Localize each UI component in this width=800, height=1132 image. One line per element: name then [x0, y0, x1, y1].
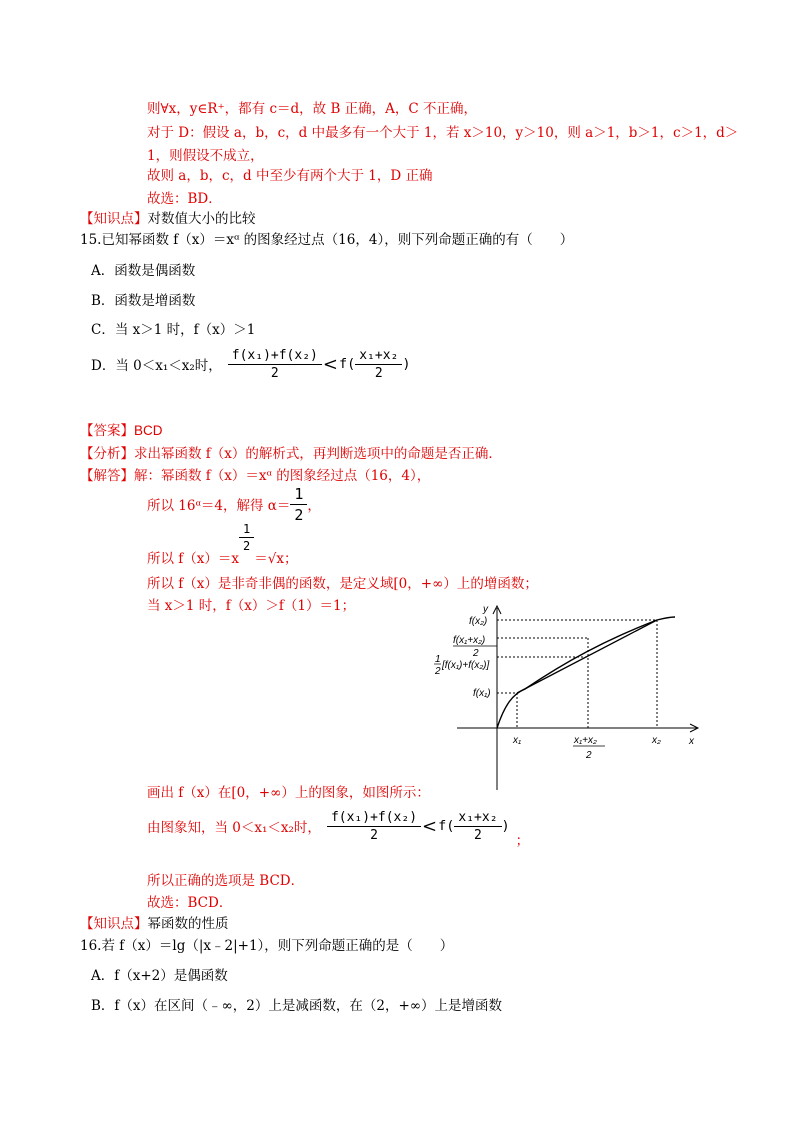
- f-close: ): [402, 356, 411, 372]
- answer-text: BCD: [134, 423, 163, 438]
- frac-denominator: 2: [294, 505, 304, 524]
- prev-line-5: 故选：BD．: [147, 191, 222, 207]
- q15-step-4: 当 x＞1 时，f（x）＞f（1）＝1；: [147, 598, 356, 614]
- step-6-frac-right: [454, 810, 501, 843]
- f-close: ): [501, 818, 510, 834]
- prev-line-3: 1，则假设不成立，: [147, 148, 264, 164]
- exponent-frac: [239, 522, 254, 553]
- fx2-label: f(x₂): [469, 616, 488, 627]
- step-6-frac-left: [327, 810, 421, 843]
- avg-label-num: 1: [435, 654, 441, 665]
- answer-tag: 【答案】: [80, 423, 134, 439]
- y-axis-label: y: [483, 604, 488, 615]
- fmid-label-num: f(x₁+x₂): [453, 635, 486, 646]
- frac-denominator: 2: [243, 539, 251, 553]
- q15-solution: [80, 464, 430, 484]
- step-1-suffix: ，: [307, 498, 321, 514]
- frac-denominator: 2: [270, 365, 279, 381]
- q16-option-a: A．f（x+2）是偶函数: [91, 968, 228, 984]
- solution-tag: 【解答】: [80, 468, 134, 484]
- knowledge-text: 幂函数的性质: [147, 916, 229, 932]
- q15-step-6: [147, 803, 529, 849]
- q15-d-frac-left: [228, 348, 322, 381]
- frac-numerator: x₁+x₂: [355, 348, 402, 365]
- prev-line-4: 故则 a，b，c，d 中至少有两个大于 1，D 正确: [147, 168, 433, 184]
- step-2-text: 所以 f（x）＝x: [147, 551, 240, 567]
- step-2-suffix: ＝√x；: [254, 551, 298, 567]
- q16-stem: 16.若 f（x）＝lg（|x﹣2|+1），则下列命题正确的是（ ）: [80, 938, 454, 954]
- step-1-text: 所以 16ᵅ＝4，解得 α＝: [147, 498, 291, 514]
- fmid-label-den: 2: [473, 648, 479, 659]
- mid-tick-num: x₁+x₂: [574, 735, 597, 746]
- frac-numerator: 1: [239, 522, 254, 538]
- prev-knowledge: [80, 207, 256, 227]
- q15-step-5: 画出 f（x）在[0，+∞）上的图象，如图所示：: [147, 785, 430, 801]
- frac-numerator: 1: [290, 485, 307, 505]
- less-than: <: [422, 815, 438, 837]
- q15-option-c: C．当 x＞1 时，f（x）＞1: [91, 322, 256, 338]
- q15-step-1: [147, 484, 321, 524]
- fx1-label: f(x₁): [473, 688, 491, 699]
- x2-tick-label: x₂: [652, 735, 661, 746]
- frac-denominator: 2: [370, 827, 378, 843]
- q15-option-a: A．函数是偶函数: [91, 263, 196, 279]
- avg-label-text: [f(x₁)+f(x₂)]: [442, 660, 490, 671]
- frac-denominator: 2: [474, 827, 482, 843]
- q15-option-d-prefix: D．当 0＜x₁＜x₂时，: [91, 358, 222, 374]
- q15-stem: 15.已知幂函数 f（x）＝xᵅ 的图象经过点（16，4），则下列命题正确的有（ ）: [80, 232, 574, 248]
- q15-step-2: [147, 522, 298, 567]
- f-open: f(: [438, 818, 455, 834]
- power-function-graph: [425, 602, 715, 797]
- knowledge-tag: 【知识点】: [80, 211, 148, 227]
- knowledge-tag: 【知识点】: [80, 916, 148, 932]
- step-6-suffix: ；: [515, 833, 530, 849]
- solution-intro: 解：幂函数 f（x）＝xᵅ 的图象经过点（16，4），: [134, 468, 431, 484]
- q15-d-frac-right: [355, 348, 402, 381]
- knowledge-text: 对数值大小的比较: [147, 211, 256, 227]
- q15-option-d: [91, 344, 411, 384]
- frac-numerator: f(x₁)+f(x₂): [228, 348, 322, 365]
- q15-step-8: 故选：BCD．: [147, 895, 233, 911]
- q16-option-b: B．f（x）在区间（﹣∞，2）上是减函数，在（2，+∞）上是增函数: [91, 998, 503, 1014]
- step-6-text: 由图象知，当 0＜x₁＜x₂时，: [147, 820, 321, 836]
- prev-line-2: 对于 D：假设 a，b，c，d 中最多有一个大于 1，若 x＞10，y＞10，则 a＞1，b＞1，c＞1，d＞: [147, 125, 739, 141]
- x1-tick-label: x₁: [513, 735, 522, 746]
- frac-numerator: x₁+x₂: [454, 810, 501, 827]
- less-than: <: [322, 353, 338, 375]
- f-open: f(: [338, 356, 356, 372]
- prev-line-1: 则∀x，y∈R⁺，都有 c＝d，故 B 正确，A，C 不正确，: [147, 101, 478, 117]
- x-axis-label: x: [689, 736, 694, 747]
- avg-label-den: 2: [435, 666, 441, 677]
- step-6-inequality: [327, 810, 510, 843]
- mid-tick-den: 2: [586, 750, 592, 761]
- q15-answer: [80, 419, 163, 439]
- q15-option-b: B．函数是增函数: [91, 293, 196, 309]
- q15-knowledge: [80, 912, 229, 932]
- q15-step-7: 所以正确的选项是 BCD．: [147, 873, 305, 889]
- curve-fx: [497, 617, 675, 728]
- frac-numerator: f(x₁)+f(x₂): [327, 810, 421, 827]
- analysis-text: 求出幂函数 f（x）的解析式，再判断选项中的命题是否正确．: [134, 446, 502, 462]
- frac-denominator: 2: [374, 365, 383, 381]
- q15-step-3: 所以 f（x）是非奇非偶的函数，是定义域[0，+∞）上的增函数；: [147, 576, 538, 592]
- analysis-tag: 【分析】: [80, 446, 134, 462]
- q15-analysis: [80, 442, 502, 462]
- alpha-frac: [290, 485, 307, 524]
